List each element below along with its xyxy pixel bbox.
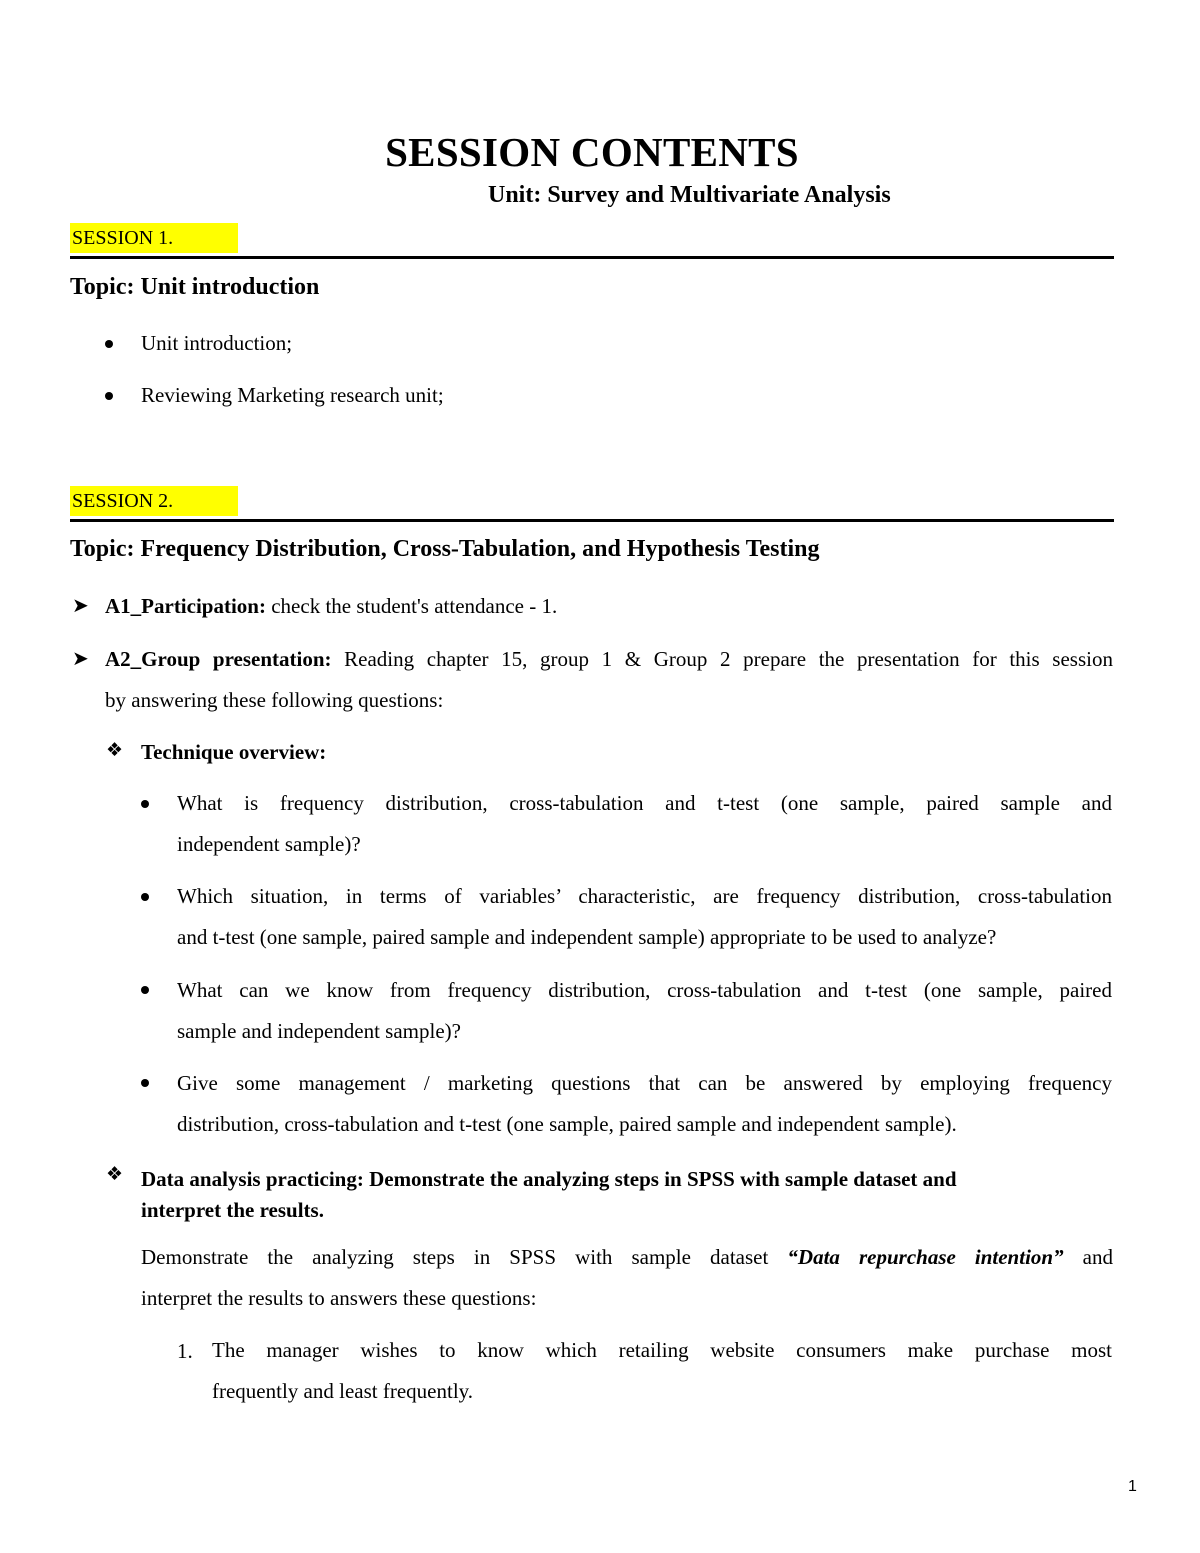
list-item-line: sample and independent sample)? xyxy=(177,1019,461,1043)
session-1-label: SESSION 1. xyxy=(70,223,238,253)
list-item xyxy=(177,970,1112,1052)
list-item-line: Give some management / marketing questions that can be answered by employing frequency xyxy=(177,1071,1112,1095)
a1-text: check the student's attendance - 1. xyxy=(265,594,558,618)
session-1-topic: Topic: Unit introduction xyxy=(70,274,320,300)
bullet-icon xyxy=(141,893,149,901)
page-number: 1 xyxy=(1128,1478,1137,1495)
session-2-label: SESSION 2. xyxy=(70,486,238,516)
list-item xyxy=(177,783,1112,865)
section-divider xyxy=(70,519,1114,522)
intro-text: and xyxy=(1063,1245,1113,1269)
list-item-line: and t-test (one sample, paired sample and independent sample) appropriate to be used to analyze? xyxy=(177,925,997,949)
intro-text-continued: interpret the results to answers these questions: xyxy=(141,1286,537,1310)
list-item-line: What is frequency distribution, cross-tabulation and t-test (one sample, paired sample and xyxy=(177,791,1112,815)
list-item xyxy=(177,1063,1112,1145)
bullet-icon xyxy=(105,392,113,400)
diamond-bullet-icon: ❖ xyxy=(106,739,124,761)
a2-item xyxy=(105,639,1113,721)
data-analysis-heading-line: Data analysis practicing: Demonstrate the analyzing steps in SPSS with sample dataset and xyxy=(141,1167,957,1191)
a2-label: A2_Group presentation: xyxy=(105,647,332,671)
arrow-bullet-icon: ➤ xyxy=(72,646,89,670)
list-item-line: Which situation, in terms of variables’ characteristic, are frequency distribution, cross-tabulation xyxy=(177,884,1112,908)
arrow-bullet-icon: ➤ xyxy=(72,593,89,617)
diamond-bullet-icon: ❖ xyxy=(106,1163,124,1185)
session-2-topic: Topic: Frequency Distribution, Cross-Tabulation, and Hypothesis Testing xyxy=(70,536,820,562)
list-item-line: independent sample)? xyxy=(177,832,361,856)
list-item-line: What can we know from frequency distribution, cross-tabulation and t-test (one sample, paired xyxy=(177,978,1112,1002)
data-analysis-heading xyxy=(141,1164,957,1226)
bullet-icon xyxy=(141,800,149,808)
unit-subtitle: Unit: Survey and Multivariate Analysis xyxy=(488,182,891,208)
page-title: SESSION CONTENTS xyxy=(385,129,799,175)
list-item xyxy=(177,876,1112,958)
data-analysis-heading-line: interpret the results. xyxy=(141,1198,324,1222)
section-divider xyxy=(70,256,1114,259)
question-number: 1. xyxy=(177,1339,193,1363)
question-line: frequently and least frequently. xyxy=(212,1379,474,1403)
data-analysis-intro xyxy=(141,1237,1113,1319)
a2-text-continued: by answering these following questions: xyxy=(105,688,444,712)
bullet-icon xyxy=(141,986,149,994)
list-item: Reviewing Marketing research unit; xyxy=(141,383,444,407)
a1-label: A1_Participation: xyxy=(105,594,266,618)
list-item: Unit introduction; xyxy=(141,331,293,355)
intro-text: Demonstrate the analyzing steps in SPSS with sample dataset xyxy=(141,1245,788,1269)
bullet-icon xyxy=(141,1079,149,1087)
list-item-line: distribution, cross-tabulation and t-test (one sample, paired sample and independent sample). xyxy=(177,1112,957,1136)
question-line: The manager wishes to know which retailing website consumers make purchase most xyxy=(212,1338,1112,1362)
bullet-icon xyxy=(105,340,113,348)
technique-heading: Technique overview: xyxy=(141,740,327,764)
dataset-name: “Data repurchase intention” xyxy=(787,1245,1064,1269)
a2-text: Reading chapter 15, group 1 & Group 2 prepare the presentation for this session xyxy=(331,647,1113,671)
a1-item xyxy=(105,594,557,619)
question-item xyxy=(212,1330,1112,1412)
